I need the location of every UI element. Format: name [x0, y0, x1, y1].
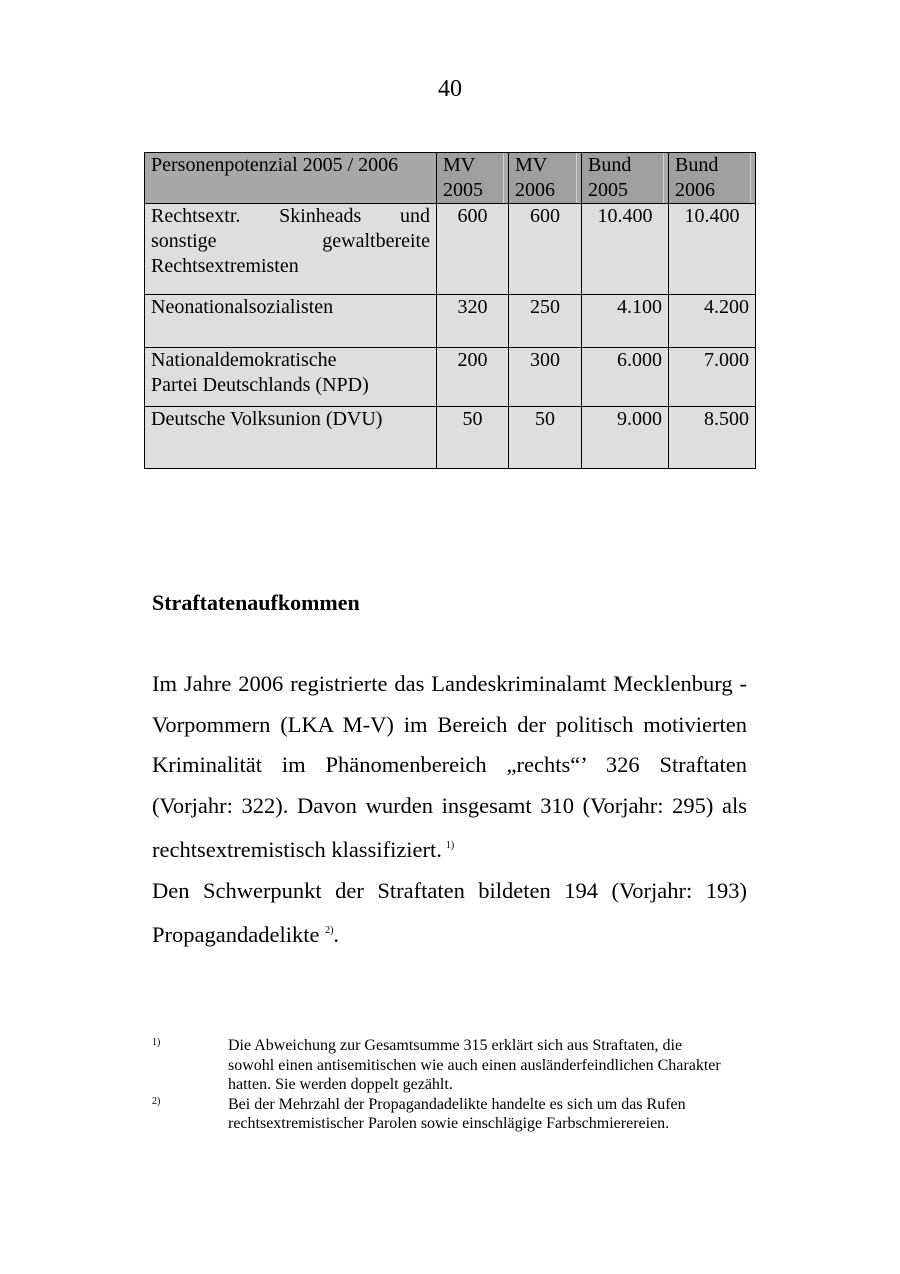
table-row [145, 204, 756, 295]
table-row [145, 407, 756, 469]
footnote-mark: 2) [152, 1095, 161, 1107]
cell-mv-2005: 50 [437, 407, 509, 469]
paragraph-2-text: Den Schwerpunkt der Straftaten bildeten 194 (Vorjahr: 193) Propagandadelikte [152, 877, 747, 947]
header-bund-2006: Bund 2006 [669, 153, 756, 204]
footnote-text: Die Abweichung zur Gesamtsumme 315 erklärt sich aus Straftaten, die sowohl einen antisemitischen wie auch einen ausländerfeindlichen Charakter hatten. Sie werden doppelt gezählt. [228, 1037, 721, 1093]
table-header-row [145, 153, 756, 204]
section-title: Straftatenaufkommen [152, 590, 360, 615]
table-row [145, 295, 756, 348]
cell-mv-2006: 300 [509, 348, 582, 407]
cell-bund-2006: 4.200 [669, 295, 756, 348]
page-number: 40 [438, 76, 462, 102]
paragraph-1 [152, 664, 747, 871]
cell-mv-2005: 320 [437, 295, 509, 348]
footnote-2 [152, 1095, 732, 1134]
header-personenpotenzial: Personenpotenzial 2005 / 2006 [145, 153, 437, 204]
cell-bund-2005: 10.400 [582, 204, 669, 295]
footnote-ref-1: 1) [445, 840, 455, 851]
header-bund-2005: Bund 2005 [582, 153, 669, 204]
cell-bund-2005: 6.000 [582, 348, 669, 407]
header-mv-2006: MV 2006 [509, 153, 582, 204]
cell-bund-2005: 4.100 [582, 295, 669, 348]
footnote-ref-2: 2) [325, 925, 334, 936]
paragraph-1-text: Im Jahre 2006 registrierte das Landeskriminalamt Mecklenburg - Vorpommern (LKA M-V) im Bereich der politisch motivierten Kriminalität im Phänomenbereich „rechts“’ 326 Straftaten (Vorjahr: 322). Davon wurden insgesamt 310 (Vorjahr: 295) als rechtsextremistisch klassifiziert. [152, 671, 747, 862]
footnote-mark: 1) [152, 1037, 161, 1048]
row-label-line: Partei Deutschlands (NPD) [151, 374, 369, 396]
row-label: Neonationalsozialisten [145, 295, 437, 348]
table-row [145, 348, 756, 407]
personenpotenzial-table [144, 152, 756, 469]
cell-bund-2005: 9.000 [582, 407, 669, 469]
row-label: Rechtsextr. Skinheads und sonstige gewaltbereite Rechtsextremisten [145, 204, 437, 295]
cell-mv-2005: 600 [437, 204, 509, 295]
paragraph-2-end: . [333, 922, 340, 947]
footnote-text: Bei der Mehrzahl der Propagandadelikte handelte es sich um das Rufen rechtsextremistischer Parolen sowie einschlägige Farbschmierereien. [228, 1095, 686, 1132]
cell-bund-2006: 10.400 [669, 204, 756, 295]
paragraph-2 [152, 871, 747, 956]
cell-mv-2006: 50 [509, 407, 582, 469]
cell-mv-2005: 200 [437, 348, 509, 407]
body-text [152, 664, 747, 956]
cell-bund-2006: 7.000 [669, 348, 756, 407]
footnote-1 [152, 1036, 732, 1095]
cell-bund-2006: 8.500 [669, 407, 756, 469]
cell-mv-2006: 250 [509, 295, 582, 348]
row-label: Deutsche Volksunion (DVU) [145, 407, 437, 469]
row-label [145, 348, 437, 407]
cell-mv-2006: 600 [509, 204, 582, 295]
header-mv-2005: MV 2005 [437, 153, 509, 204]
footnotes [152, 1036, 732, 1134]
row-label-line: Nationaldemokratische [151, 349, 337, 371]
